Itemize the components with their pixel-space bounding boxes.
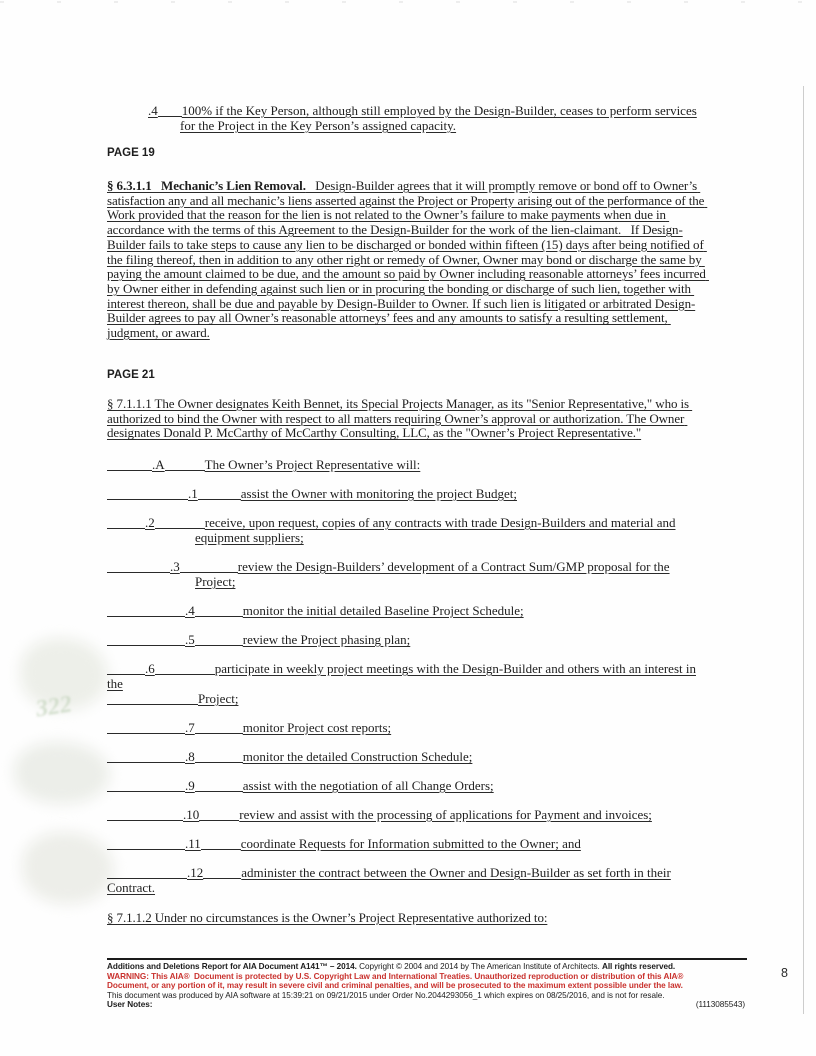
list-item: [107, 632, 696, 647]
tab-underline: [107, 869, 187, 879]
list-item-text: monitor the detailed Construction Schedule;: [242, 749, 473, 764]
footer-rights-text: All rights reserved.: [601, 962, 678, 971]
footer-warning-line-2: Document, or any portion of it, may result in severe civil and criminal penalties, and will be prosecuted to the maximum extent possible under the law.: [107, 981, 683, 991]
list-item-number: .6: [145, 661, 155, 676]
text-line: [107, 661, 696, 676]
section-7111-body: § 7.1.1.1 The Owner designates Keith Bennet, its Special Projects Manager, as its "Senior Representative," who is authorized to bind the Owner with respect to all matters requiring Owner’s approval or authorization. The Owner designates Donald P. McCarthy of McCarthy Consulting, LLC, as the "Owner’s Project Representative.": [107, 396, 693, 441]
section-6311-heading: § 6.3.1.1 Mechanic’s Lien Removal.: [107, 178, 306, 193]
footer-report-title: Additions and Deletions Report for AIA Document A141™ – 2014.: [107, 962, 360, 971]
tab-underline: [107, 811, 183, 821]
text-line: [107, 720, 696, 735]
list-item-number: .2: [145, 515, 155, 530]
list-item: [107, 559, 696, 589]
user-notes-label: User Notes:: [107, 1000, 153, 1010]
list-item-text: administer the contract between the Owner and Design-Builder as set forth in their: [241, 865, 671, 880]
text-line: [107, 457, 696, 472]
list-item: [107, 603, 696, 618]
footer-rule: [107, 958, 747, 960]
list-item: [107, 807, 696, 822]
list-item: [107, 836, 696, 851]
list-item-number: .7: [185, 720, 195, 735]
list-item-text: coordinate Requests for Information submitted to the Owner; and: [240, 836, 581, 851]
text-line: [107, 778, 696, 793]
text-line: [107, 574, 696, 589]
list-item-number: .4: [185, 603, 195, 618]
tab-underline: [107, 563, 170, 573]
text-line: [107, 515, 696, 530]
tab-underline: [201, 840, 241, 850]
list-item-text: Project;: [198, 691, 239, 706]
text-line: [107, 836, 696, 851]
list-item-text: equipment suppliers;: [195, 530, 304, 545]
list-item-number: .8: [185, 749, 195, 764]
list-item-text: review the Design-Builders’ development of a Contract Sum/GMP proposal for the: [237, 559, 670, 574]
text-line: [107, 559, 696, 574]
list-item-text: the: [107, 676, 123, 691]
tab-underline: [107, 782, 185, 792]
tab-underline: [195, 782, 243, 792]
list-item-text: assist the Owner with monitoring the project Budget;: [240, 486, 517, 501]
list-item-text: monitor Project cost reports;: [242, 720, 392, 735]
list-item: [107, 457, 696, 472]
tab-underline: [107, 519, 145, 529]
text-line: [107, 880, 696, 895]
tab-underline: [107, 461, 152, 471]
list-item-text: assist with the negotiation of all Change Orders;: [242, 778, 494, 793]
list-item: [107, 720, 696, 735]
list-item-text: participate in weekly project meetings with the Design-Builder and others with an interest in: [214, 661, 696, 676]
top-list-item: [107, 103, 697, 133]
text-line: [107, 118, 697, 133]
tab-underline: [107, 665, 145, 675]
section-7112-paragraph: [107, 911, 719, 926]
list-item-number: .11: [185, 836, 201, 851]
list-item-text: review the Project phasing plan;: [242, 632, 411, 647]
list-item: [107, 865, 696, 895]
tab-underline: [195, 753, 243, 763]
text-line: [107, 103, 697, 118]
section-6311-paragraph: [107, 179, 719, 341]
text-line: [107, 807, 696, 822]
list-item-number: .1: [188, 486, 198, 501]
list-item-text: 100% if the Key Person, although still employed by the Design-Builder, ceases to perform services: [181, 103, 697, 118]
scan-smudge: [14, 742, 110, 804]
page-19-heading: PAGE 19: [107, 147, 155, 159]
tab-underline: [195, 724, 243, 734]
list-item-text: Contract.: [107, 880, 156, 895]
list-item-number: .9: [185, 778, 195, 793]
footer-user-notes-line: [107, 1000, 747, 1010]
tab-underline: [107, 636, 185, 646]
tab-underline: [155, 519, 205, 529]
list-item-number: .10: [183, 807, 200, 822]
list-item: [107, 749, 696, 764]
text-line: [107, 530, 696, 545]
list-item-text: receive, upon request, copies of any contracts with trade Design-Builders and material and: [204, 515, 676, 530]
text-line: [107, 632, 696, 647]
scan-edge-line: [803, 86, 804, 1014]
tab-underline: [203, 869, 241, 879]
tab-underline: [107, 490, 188, 500]
list-item-text: for the Project in the Key Person’s assigned capacity.: [180, 118, 457, 133]
tab-underline: [107, 724, 185, 734]
list-item-text: Project;: [195, 574, 236, 589]
text-line: [107, 749, 696, 764]
text-line: [107, 865, 696, 880]
text-line: [107, 676, 696, 691]
list-item: [107, 515, 696, 545]
scan-noise-top: [0, 1, 816, 3]
margin-scribble: 322: [34, 691, 74, 723]
text-line: [107, 486, 696, 501]
representative-duties-list: [107, 457, 696, 909]
tab-underline: [158, 107, 182, 117]
legal-footer: [107, 958, 747, 1010]
list-item-number: .4: [148, 103, 158, 118]
page-number: 8: [781, 966, 788, 980]
list-item-text: The Owner’s Project Representative will:: [204, 457, 421, 472]
tab-underline: [199, 811, 239, 821]
list-item-number: .12: [187, 865, 204, 880]
list-item: [107, 778, 696, 793]
tab-underline: [107, 695, 198, 705]
list-item-number: .5: [185, 632, 195, 647]
tab-underline: [180, 563, 238, 573]
scan-smudge: [22, 832, 114, 904]
tab-underline: [155, 665, 215, 675]
footer-copyright-line: [107, 962, 747, 972]
page-21-heading: PAGE 21: [107, 369, 155, 381]
tab-underline: [165, 461, 205, 471]
footer-produced-line: This document was produced by AIA software at 15:39:21 on 09/21/2015 under Order No.2044293056_1 which expires on 08/25/2016, and is not for resale.: [107, 990, 665, 1000]
section-7111-paragraph: [107, 397, 719, 441]
tab-underline: [195, 607, 243, 617]
user-notes-id: (1113085543): [695, 1000, 745, 1010]
list-item-number: .A: [152, 457, 165, 472]
footer-copyright-text: Copyright © 2004 and 2014 by The American Institute of Architects.: [359, 962, 602, 971]
tab-underline: [107, 607, 185, 617]
list-item-number: .3: [170, 559, 180, 574]
list-item-text: review and assist with the processing of applications for Payment and invoices;: [239, 807, 652, 822]
text-line: [107, 603, 696, 618]
tab-underline: [198, 490, 241, 500]
list-item-text: monitor the initial detailed Baseline Project Schedule;: [242, 603, 524, 618]
section-6311-body: Design-Builder agrees that it will promptly remove or bond off to Owner’s satisfaction any and all mechanic’s liens asserted against the Project or Property arising out of the performance of the Work provided that the reason for the lien is not related to the Owner’s failure to make payments when due in accordance with the terms of this Agreement to the Design-Builder for the work of the lien-claimant. If Design-Builder fails to take steps to cause any lien to be discharged or bonded within fifteen (15) days after being notified of the filing thereof, then in addition to any other right or remedy of Owner, Owner may bond or discharge the same by paying the amount claimed to be due, and the amount so paid by Owner including reasonable attorneys’ fees incurred by Owner either in defending against such lien or in procuring the bonding or discharge of such lien, together with interest thereon, shall be due and payable by Design-Builder to Owner. If such lien is litigated or arbitrated Design-Builder agrees to pay all Owner’s reasonable attorneys’ fees and any amounts to satisfy a resulting settlement, judgment, or award.: [107, 178, 709, 341]
text-line: [107, 691, 696, 706]
tab-underline: [195, 636, 243, 646]
footer-warning-line-1: WARNING: This AIA® Document is protected by U.S. Copyright Law and International Treaties. Unauthorized reproduction or distribution of this AIA®: [107, 971, 684, 981]
list-item: [107, 486, 696, 501]
tab-underline: [107, 840, 185, 850]
tab-underline: [107, 753, 185, 763]
list-item: [107, 661, 696, 706]
section-7112-body: § 7.1.1.2 Under no circumstances is the Owner’s Project Representative authorized to:: [107, 910, 548, 925]
